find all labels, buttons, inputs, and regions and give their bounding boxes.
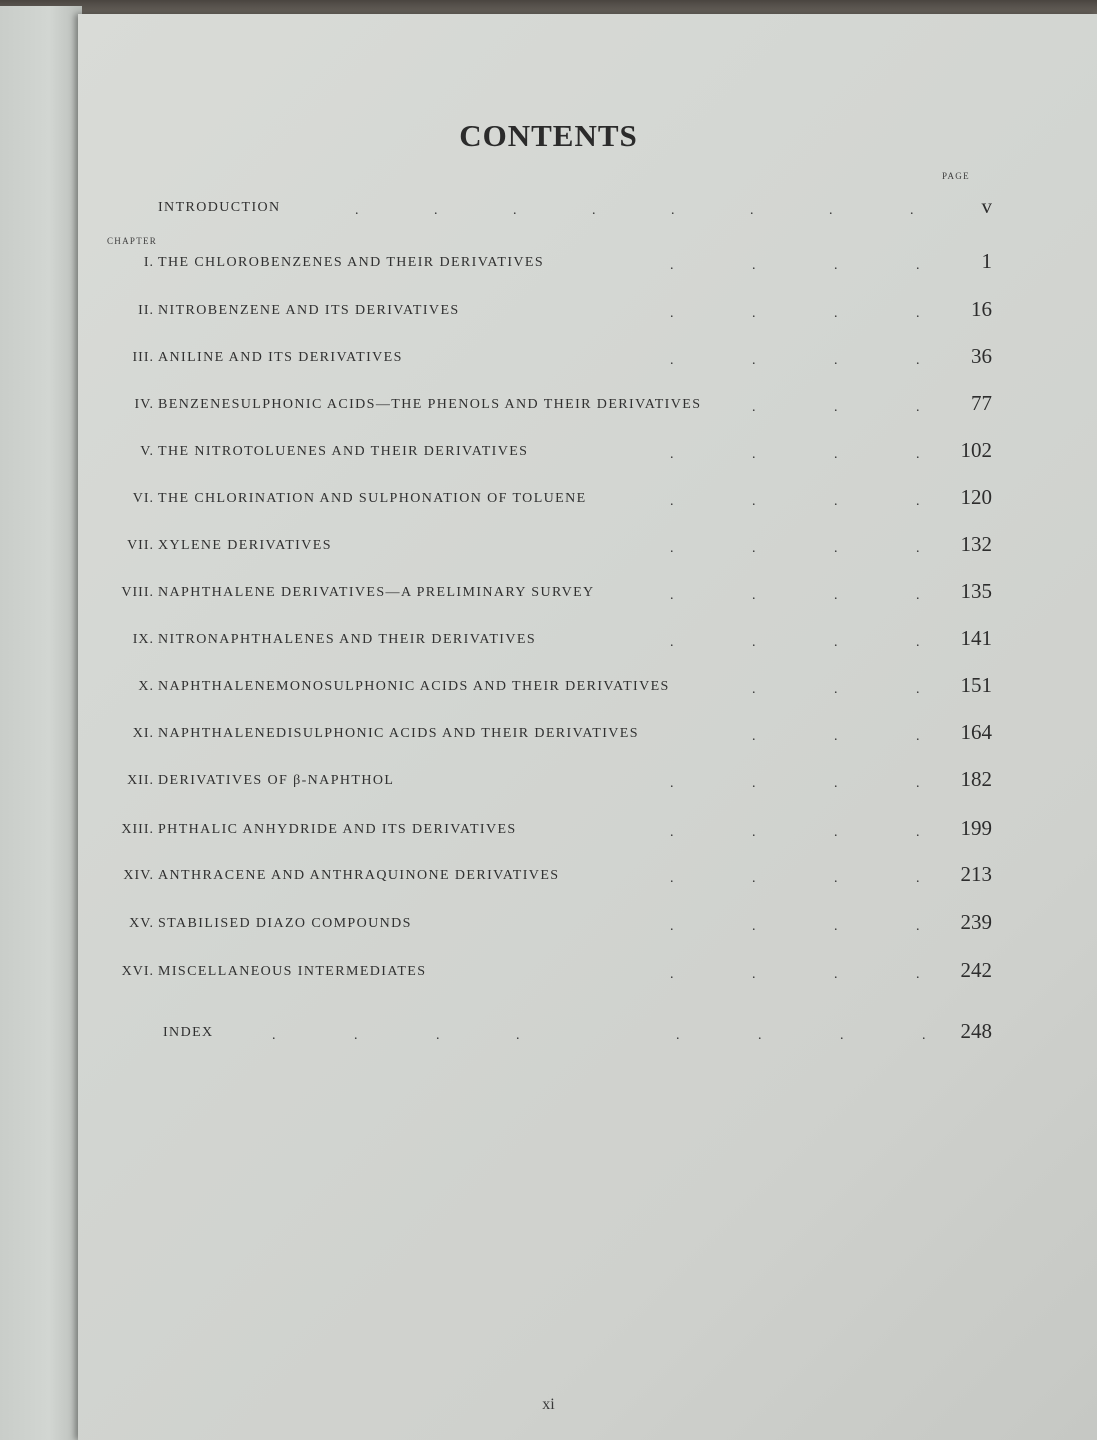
- page-number: 242: [960, 958, 992, 982]
- chapter-number: X.: [138, 679, 154, 694]
- entry-title: ANTHRACENE AND ANTHRAQUINONE DERIVATIVES: [158, 868, 560, 883]
- page-title: CONTENTS: [459, 118, 638, 153]
- page-number: 132: [960, 532, 992, 556]
- entry-title: INTRODUCTION: [158, 200, 281, 215]
- page-number: 164: [960, 720, 992, 744]
- page-number: 141: [960, 626, 992, 650]
- dot-leader: . . . .: [670, 447, 920, 462]
- page-number: 77: [971, 391, 992, 415]
- dot-leader: . . . .: [670, 776, 920, 791]
- entry-title: NAPHTHALENEMONOSULPHONIC ACIDS AND THEIR DERIVATIVES: [158, 679, 670, 694]
- dot-leader: . . . .: [670, 635, 920, 650]
- chapter-number: XVI.: [121, 964, 154, 979]
- entry-title: NITROBENZENE AND ITS DERIVATIVES: [158, 303, 460, 318]
- toc-entry-chapter: [0, 295, 1097, 325]
- page-number: 36: [971, 344, 992, 368]
- page-column-label: PAGE: [942, 171, 970, 181]
- page-number: 239: [960, 910, 992, 934]
- entry-title: MISCELLANEOUS INTERMEDIATES: [158, 964, 427, 979]
- chapter-number: XI.: [132, 726, 154, 741]
- toc-entry-index: [0, 1017, 1097, 1047]
- entry-title: NAPHTHALENE DERIVATIVES—A PRELIMINARY SURVEY: [158, 585, 595, 600]
- chapter-number: IV.: [134, 397, 154, 412]
- chapter-number: II.: [138, 303, 154, 318]
- dot-leader: . . .: [752, 682, 920, 697]
- dot-leader: . . . .: [670, 258, 920, 273]
- page-number: 120: [960, 485, 992, 509]
- toc-entry-introduction: [0, 192, 1097, 222]
- toc-entry-chapter: [0, 671, 1097, 701]
- chapter-column-label: CHAPTER: [107, 236, 158, 246]
- dot-leader: . . .: [752, 400, 920, 415]
- page-number: v: [981, 194, 992, 218]
- toc-entry-chapter: [0, 436, 1097, 466]
- entry-title: NAPHTHALENEDISULPHONIC ACIDS AND THEIR DERIVATIVES: [158, 726, 639, 741]
- toc-entry-chapter: [0, 956, 1097, 986]
- toc-entry-chapter: [0, 483, 1097, 513]
- page-number: 199: [960, 816, 992, 840]
- dot-leader: . . . .: [670, 353, 920, 368]
- dot-leader: . . . .: [670, 825, 920, 840]
- entry-title: NITRONAPHTHALENES AND THEIR DERIVATIVES: [158, 632, 537, 647]
- chapter-number: III.: [132, 350, 154, 365]
- entry-title: THE CHLORINATION AND SULPHONATION OF TOLUENE: [158, 491, 587, 506]
- chapter-number: XV.: [129, 916, 154, 931]
- entry-title: ANILINE AND ITS DERIVATIVES: [158, 350, 403, 365]
- chapter-number: XII.: [127, 773, 154, 788]
- dot-leader: . . . .: [670, 494, 920, 509]
- toc-entry-chapter: [0, 530, 1097, 560]
- toc-entry-chapter: [0, 718, 1097, 748]
- chapter-number: XIII.: [121, 822, 154, 837]
- entry-title: STABILISED DIAZO COMPOUNDS: [158, 916, 412, 931]
- toc-entry-chapter: [0, 577, 1097, 607]
- entry-title: INDEX: [163, 1025, 214, 1040]
- toc-entry-chapter: [0, 624, 1097, 654]
- page-number: 16: [971, 297, 992, 321]
- chapter-number: V.: [140, 444, 154, 459]
- dot-leader: . . . . . . . .: [272, 1028, 926, 1043]
- entry-title: THE CHLOROBENZENES AND THEIR DERIVATIVES: [158, 255, 545, 270]
- dot-leader: . . . .: [670, 919, 920, 934]
- entry-title: BENZENESULPHONIC ACIDS—THE PHENOLS AND THEIR DERIVATIVES: [158, 397, 702, 412]
- toc-entry-chapter: [0, 765, 1097, 795]
- chapter-number: VI.: [132, 491, 154, 506]
- entry-title: PHTHALIC ANHYDRIDE AND ITS DERIVATIVES: [158, 822, 517, 837]
- chapter-number: VIII.: [121, 585, 154, 600]
- toc-entry-chapter: [0, 389, 1097, 419]
- dot-leader: . . . .: [670, 541, 920, 556]
- dot-leader: . . . .: [670, 588, 920, 603]
- toc-entry-chapter: [0, 342, 1097, 372]
- toc-entry-chapter: [0, 908, 1097, 938]
- chapter-number: VII.: [127, 538, 154, 553]
- entry-title: DERIVATIVES OF β-NAPHTHOL: [158, 773, 395, 788]
- page-number: 248: [960, 1019, 992, 1043]
- chapter-number: I.: [143, 255, 154, 270]
- toc-entry-chapter: [0, 247, 1097, 277]
- page-number: 182: [960, 767, 992, 791]
- chapter-number: IX.: [132, 632, 154, 647]
- dot-leader: . . . . . . . .: [355, 203, 914, 218]
- toc-entry-chapter: [0, 860, 1097, 890]
- dot-leader: . . . .: [670, 306, 920, 321]
- page-number: 1: [981, 249, 992, 273]
- dot-leader: . . . .: [670, 967, 920, 982]
- dot-leader: . . . .: [670, 871, 920, 886]
- page-number: 213: [960, 862, 992, 886]
- dot-leader: . . .: [752, 729, 920, 744]
- entry-title: XYLENE DERIVATIVES: [158, 538, 332, 553]
- entry-title: THE NITROTOLUENES AND THEIR DERIVATIVES: [158, 444, 529, 459]
- toc-entry-chapter: [0, 814, 1097, 844]
- chapter-number: XIV.: [123, 868, 154, 883]
- page-number: 135: [960, 579, 992, 603]
- page-number: 151: [960, 673, 992, 697]
- page-folio: xi: [542, 1396, 555, 1413]
- page-number: 102: [960, 438, 992, 462]
